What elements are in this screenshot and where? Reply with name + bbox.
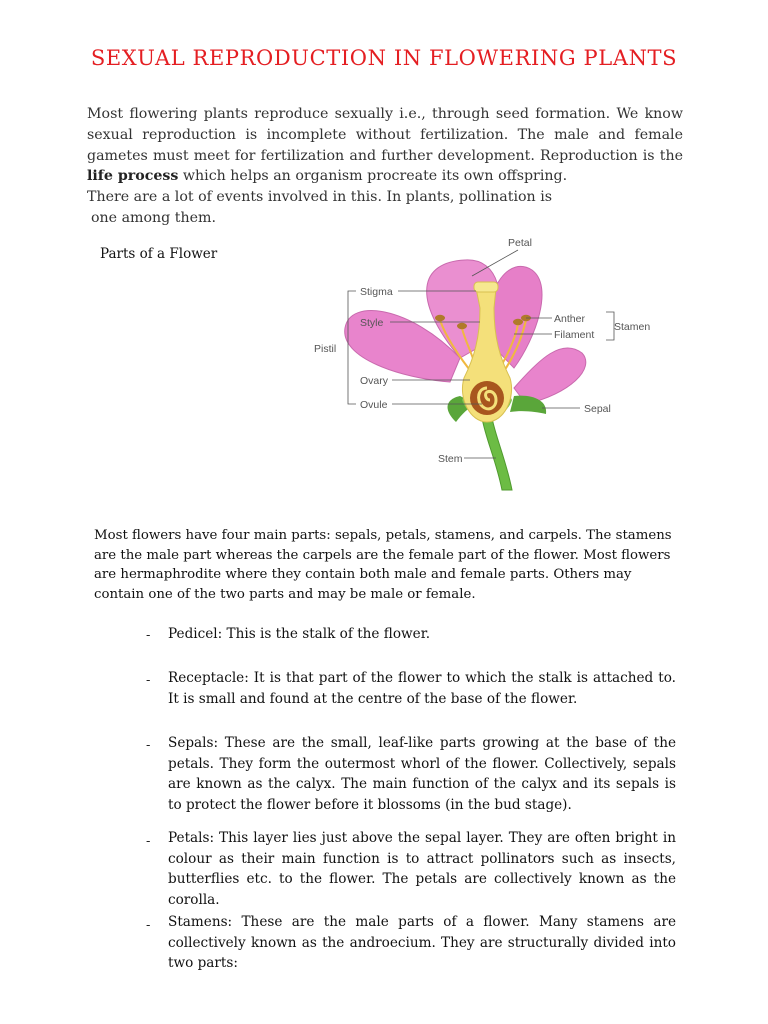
list-item-stamens: Stamens: These are the male parts of a flower. Many stamens are collectively known as the androecium. They are structurally divided into two parts:	[168, 914, 676, 972]
intro-bold-term: life process	[87, 168, 179, 185]
anther-3	[513, 319, 523, 325]
label-petal: Petal	[508, 237, 532, 249]
parts-of-flower-heading: Parts of a Flower	[100, 246, 218, 262]
flower-diagram	[300, 228, 660, 496]
stigma-shape	[474, 282, 498, 292]
anther-2	[457, 323, 467, 329]
intro-line-2: There are a lot of events involved in this. In plants, pollination is	[87, 189, 553, 206]
anther-1	[435, 315, 445, 321]
list-item-receptacle: Receptacle: It is that part of the flower to which the stalk is attached to. It is small and found at the centre of the base of the flower.	[168, 670, 676, 707]
stem-shape	[482, 418, 512, 490]
petal-right	[514, 348, 586, 404]
intro-text-end: which helps an organism procreate its own offspring.	[178, 168, 568, 185]
label-stamen: Stamen	[614, 321, 651, 333]
label-filament: Filament	[554, 329, 595, 341]
flower-diagram-svg	[300, 228, 660, 496]
label-ovule: Ovule	[360, 399, 388, 411]
list-item-sepals: Sepals: These are the small, leaf-like parts growing at the base of the petals. They form the outermost whorl of the flower. Collectively, sepals are known as the calyx. The main function of the calyx and its sepals is to protect the flower before it blossoms (in the bud stage).	[168, 735, 676, 813]
label-stem: Stem	[438, 453, 463, 465]
list-item-petals: Petals: This layer lies just above the sepal layer. They are often bright in colour as their main function is to attract pollinators such as insects, butterflies etc. to the flower. The petals are collectively known as the corolla.	[168, 830, 676, 908]
page-title: SEXUAL REPRODUCTION IN FLOWERING PLANTS	[90, 46, 678, 70]
stamen-bracket	[606, 312, 614, 340]
main-paragraph: Most flowers have four main parts: sepals, petals, stamens, and carpels. The stamens are the male part whereas the carpels are the female part of the flower. Most flowers are hermaphrodite where they contain both male and female parts. Others may contain one of the two parts and may be male or female.	[94, 528, 672, 602]
intro-text-start: Most flowering plants reproduce sexually i.e., through seed formation. We know sexual reproduction is incomplete without fertilization. The male and female gametes must meet for fertilization and further development. Reproduction is the	[87, 106, 683, 164]
label-ovary: Ovary	[360, 375, 389, 387]
bullet-marker: -	[146, 673, 151, 688]
bullet-marker: -	[146, 834, 151, 849]
bullet-marker: -	[146, 628, 151, 643]
bullet-marker: -	[146, 738, 151, 753]
label-style: Style	[360, 317, 384, 329]
list-item-pedicel: Pedicel: This is the stalk of the flower.	[168, 626, 431, 642]
intro-line-3: one among them.	[91, 209, 216, 226]
label-pistil: Pistil	[314, 343, 337, 355]
bullet-marker: -	[146, 918, 151, 933]
label-sepal: Sepal	[584, 403, 611, 415]
label-stigma: Stigma	[360, 286, 393, 298]
intro-paragraph	[87, 104, 683, 229]
label-anther: Anther	[554, 313, 585, 325]
